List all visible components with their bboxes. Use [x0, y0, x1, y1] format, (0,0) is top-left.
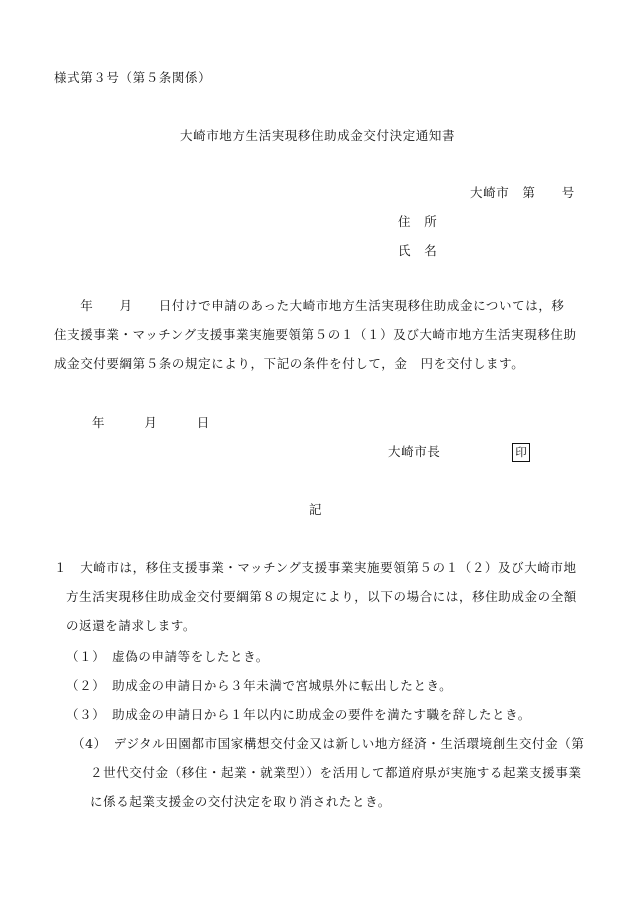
condition-line-3: の返還を請求します。: [66, 618, 197, 633]
condition-item-3: （３） 助成金の申請日から１年以内に助成金の要件を満たす職を辞したとき。: [66, 707, 531, 722]
condition-line-1: １ 大崎市は，移住支援事業・マッチング支援事業実施要領第５の１（２）及び大崎市地: [54, 560, 577, 575]
body-line-1: 年 月 日付けで申請のあった大崎市地方生活実現移住助成金については，移: [54, 298, 565, 313]
date-line: 年 月 日: [92, 415, 210, 430]
mayor-label: 大崎市長: [388, 444, 441, 459]
condition-item-4-line-1: （4） デジタル田園都市国家構想交付金又は新しい地方経済・生活環境創生交付金（第: [72, 736, 585, 751]
body-line-3: 成金交付要綱第５条の規定により，下記の条件を付して，金 円を交付します。: [54, 356, 525, 371]
address-label: 住 所: [398, 214, 438, 229]
condition-item-2: （２） 助成金の申請日から３年未満で宮城県外に転出したとき。: [66, 678, 453, 693]
ki-heading: 記: [309, 502, 323, 517]
issuer-number: 大崎市 第 号: [470, 185, 575, 200]
condition-item-1: （１） 虚偽の申請等をしたとき。: [66, 649, 269, 664]
form-label: 様式第３号（第５条関係）: [54, 70, 212, 85]
name-label: 氏 名: [398, 243, 438, 258]
document-title: 大崎市地方生活実現移住助成金交付決定通知書: [180, 128, 456, 143]
condition-line-2: 方生活実現移住助成金交付要綱第８の規定により，以下の場合には，移住助成金の全額: [66, 589, 577, 604]
condition-item-4-line-2: ２世代交付金（移住・起業・就業型））を活用して都道府県が実施する起業支援事業: [90, 765, 582, 780]
seal-mark: 印: [512, 443, 530, 462]
body-line-2: 住支援事業・マッチング支援事業実施要領第５の１（１）及び大崎市地方生活実現移住助: [54, 327, 577, 342]
condition-item-4-line-3: に係る起業支援金の交付決定を取り消されたとき。: [90, 794, 391, 809]
